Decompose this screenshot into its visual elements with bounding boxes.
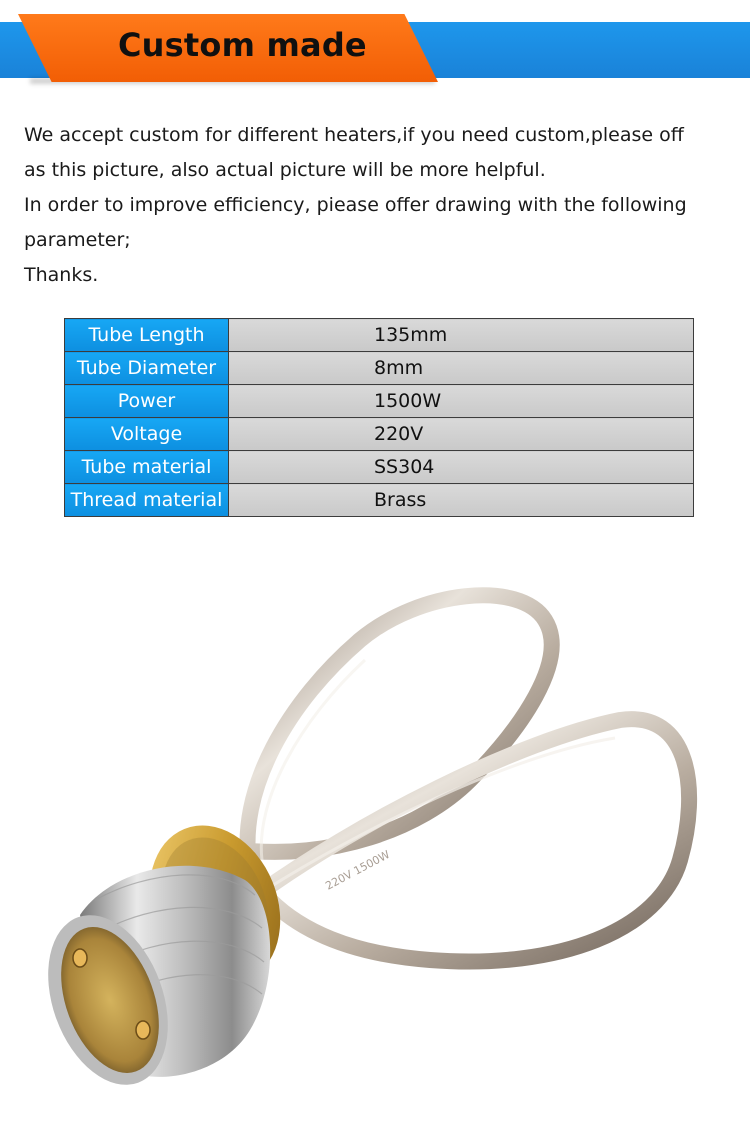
header-banner <box>0 0 750 95</box>
intro-line: We accept custom for different heaters,if you need custom,please off <box>24 124 684 146</box>
spec-table <box>64 318 694 517</box>
spec-key-tube-length: Tube Length <box>65 319 229 352</box>
table-row <box>65 418 694 451</box>
spec-key-power: Power <box>65 385 229 418</box>
spec-key-tube-material: Tube material <box>65 451 229 484</box>
intro-line: parameter; <box>24 229 131 251</box>
table-row <box>65 319 694 352</box>
tube-back-loop <box>240 595 552 870</box>
terminal-pin <box>136 1021 150 1039</box>
table-row <box>65 451 694 484</box>
spec-value-tube-length: 135mm <box>229 319 694 352</box>
intro-line: Thanks. <box>24 264 99 286</box>
tube-front-loop <box>250 719 689 961</box>
spec-key-tube-diameter: Tube Diameter <box>65 352 229 385</box>
heating-element-photo <box>0 560 750 1134</box>
page-title: Custom made <box>118 26 367 64</box>
spec-value-voltage: 220V <box>229 418 694 451</box>
table-row <box>65 484 694 517</box>
intro-line: In order to improve efficiency, piease offer drawing with the following <box>24 194 687 216</box>
intro-line: as this picture, also actual picture will be more helpful. <box>24 159 546 181</box>
table-row <box>65 385 694 418</box>
terminal-pin <box>73 949 87 967</box>
table-row <box>65 352 694 385</box>
spec-value-tube-diameter: 8mm <box>229 352 694 385</box>
spec-key-thread-material: Thread material <box>65 484 229 517</box>
heating-element-illustration <box>0 560 750 1134</box>
tube-marking: 220V 1500W <box>323 847 393 893</box>
spec-value-thread-material: Brass <box>229 484 694 517</box>
spec-value-power: 1500W <box>229 385 694 418</box>
spec-key-voltage: Voltage <box>65 418 229 451</box>
intro-text <box>24 118 744 293</box>
spec-value-tube-material: SS304 <box>229 451 694 484</box>
